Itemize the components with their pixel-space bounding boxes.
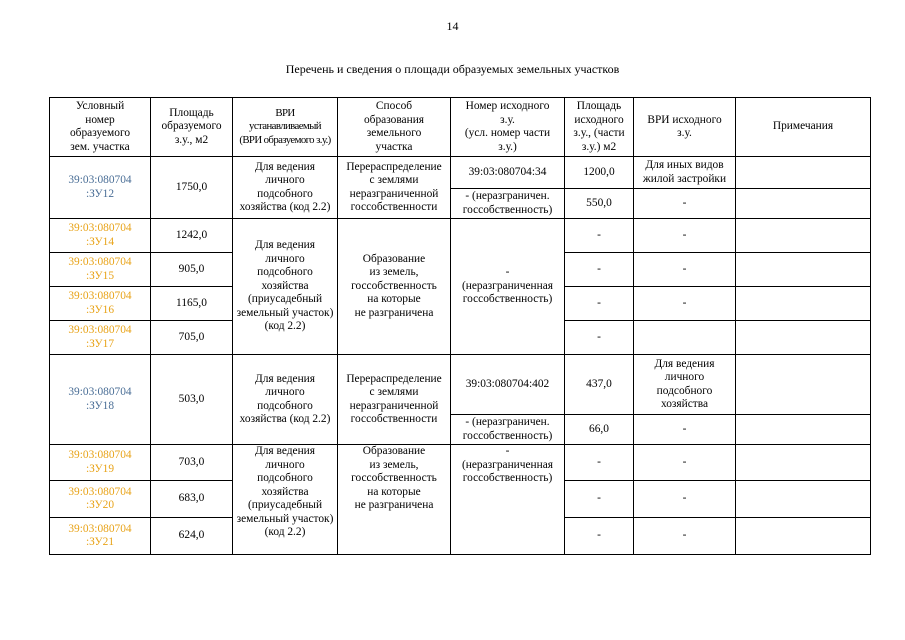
source-area-dash: - xyxy=(565,321,634,355)
source-area-dash: - xyxy=(565,219,634,253)
notes-cell xyxy=(736,189,871,219)
vri-zu19-zu21: Для ведения личного подсобного хозяйства (приусадебный земельный участок) (код 2.2) xyxy=(233,445,338,555)
parcel-number-zu12: 39:03:080704 :ЗУ12 xyxy=(50,157,151,219)
header-parcel-area: Площадь образуемого з.у., м2 xyxy=(151,98,233,157)
source-vri-dash: - xyxy=(634,287,736,321)
parcel-area-zu18: 503,0 xyxy=(151,355,233,445)
method-zu12: Перераспределение с землями неразграниченной госсобственности xyxy=(338,157,451,219)
method-zu19-zu21: Образование из земель, госсобственность на которые не разграничена xyxy=(338,445,451,555)
notes-cell xyxy=(736,287,871,321)
table-header-row xyxy=(50,98,871,157)
table-row xyxy=(50,355,871,415)
parcel-area-zu12: 1750,0 xyxy=(151,157,233,219)
parcel-area-zu14: 1242,0 xyxy=(151,219,233,253)
table-row xyxy=(50,157,871,189)
parcel-number-zu20: 39:03:080704 :ЗУ20 xyxy=(50,481,151,518)
parcel-number-zu16: 39:03:080704 :ЗУ16 xyxy=(50,287,151,321)
parcel-number-zu14: 39:03:080704 :ЗУ14 xyxy=(50,219,151,253)
table-row xyxy=(50,445,871,481)
parcel-number-zu15: 39:03:080704 :ЗУ15 xyxy=(50,253,151,287)
method-zu18: Перераспределение с землями неразграниченной госсобственности xyxy=(338,355,451,445)
source-vri-dash: - xyxy=(634,518,736,555)
parcels-table xyxy=(49,97,871,555)
source-area-dash: - xyxy=(565,518,634,555)
document-title: Перечень и сведения о площади образуемых земельных участков xyxy=(285,62,620,76)
parcel-number-zu21: 39:03:080704 :ЗУ21 xyxy=(50,518,151,555)
source-vri-dash: - xyxy=(634,415,736,445)
notes-cell xyxy=(736,219,871,253)
method-zu14-zu17: Образование из земель, госсобственность на которые не разграничена xyxy=(338,219,451,355)
source-area-zu12: 1200,0 xyxy=(565,157,634,189)
notes-cell xyxy=(736,518,871,555)
notes-cell xyxy=(736,415,871,445)
parcel-area-zu19: 703,0 xyxy=(151,445,233,481)
source-number-zu12: 39:03:080704:34 xyxy=(451,157,565,189)
source-area-unbounded-zu12: 550,0 xyxy=(565,189,634,219)
source-vri-dash: - xyxy=(634,219,736,253)
source-area-dash: - xyxy=(565,445,634,481)
header-source-area: Площадь исходного з.у., (части з.у.) м2 xyxy=(565,98,634,157)
parcel-area-zu21: 624,0 xyxy=(151,518,233,555)
table-row xyxy=(50,219,871,253)
source-vri-zu18: Для ведения личного подсобного хозяйства xyxy=(634,355,736,415)
notes-cell xyxy=(736,157,871,189)
source-number-zu18: 39:03:080704:402 xyxy=(451,355,565,415)
source-zu14-zu17: - (неразграниченная госсобственность) xyxy=(451,219,565,355)
source-vri-dash: - xyxy=(634,481,736,518)
source-area-unbounded-zu18: 66,0 xyxy=(565,415,634,445)
vri-zu12: Для ведения личного подсобного хозяйства (код 2.2) xyxy=(233,157,338,219)
parcel-number-zu19: 39:03:080704 :ЗУ19 xyxy=(50,445,151,481)
header-parcel-number: Условный номер образуемого зем. участка xyxy=(50,98,151,157)
parcel-area-zu15: 905,0 xyxy=(151,253,233,287)
source-area-dash: - xyxy=(565,253,634,287)
source-vri-dash: - xyxy=(634,189,736,219)
header-vri: ВРИ устанавливаемый (ВРИ образуемого з.у.) xyxy=(233,98,338,157)
header-source-vri: ВРИ исходного з.у. xyxy=(634,98,736,157)
source-area-dash: - xyxy=(565,481,634,518)
header-notes: Примечания xyxy=(736,98,871,157)
notes-cell xyxy=(736,253,871,287)
parcel-number-zu18: 39:03:080704 :ЗУ18 xyxy=(50,355,151,445)
source-unbounded-zu12: - (неразграничен. госсобственность) xyxy=(451,189,565,219)
notes-cell xyxy=(736,355,871,415)
header-method: Способ образования земельного участка xyxy=(338,98,451,157)
vri-zu18: Для ведения личного подсобного хозяйства (код 2.2) xyxy=(233,355,338,445)
notes-cell xyxy=(736,445,871,481)
source-vri-zu12: Для иных видов жилой застройки xyxy=(634,157,736,189)
notes-cell xyxy=(736,481,871,518)
source-area-dash: - xyxy=(565,287,634,321)
notes-cell xyxy=(736,321,871,355)
parcel-area-zu17: 705,0 xyxy=(151,321,233,355)
header-source-number: Номер исходного з.у. (усл. номер части з.у.) xyxy=(451,98,565,157)
source-vri-empty xyxy=(634,321,736,355)
source-vri-dash: - xyxy=(634,445,736,481)
source-unbounded-zu18: - (неразграничен. госсобственность) xyxy=(451,415,565,445)
source-area-zu18: 437,0 xyxy=(565,355,634,415)
parcel-area-zu20: 683,0 xyxy=(151,481,233,518)
page-number: 14 xyxy=(446,19,459,33)
vri-zu14-zu17: Для ведения личного подсобного хозяйства (приусадебный земельный участок) (код 2.2) xyxy=(233,219,338,355)
parcel-number-zu17: 39:03:080704 :ЗУ17 xyxy=(50,321,151,355)
parcel-area-zu16: 1165,0 xyxy=(151,287,233,321)
source-zu19-zu21: - (неразграниченная госсобственность) xyxy=(451,445,565,555)
source-vri-dash: - xyxy=(634,253,736,287)
